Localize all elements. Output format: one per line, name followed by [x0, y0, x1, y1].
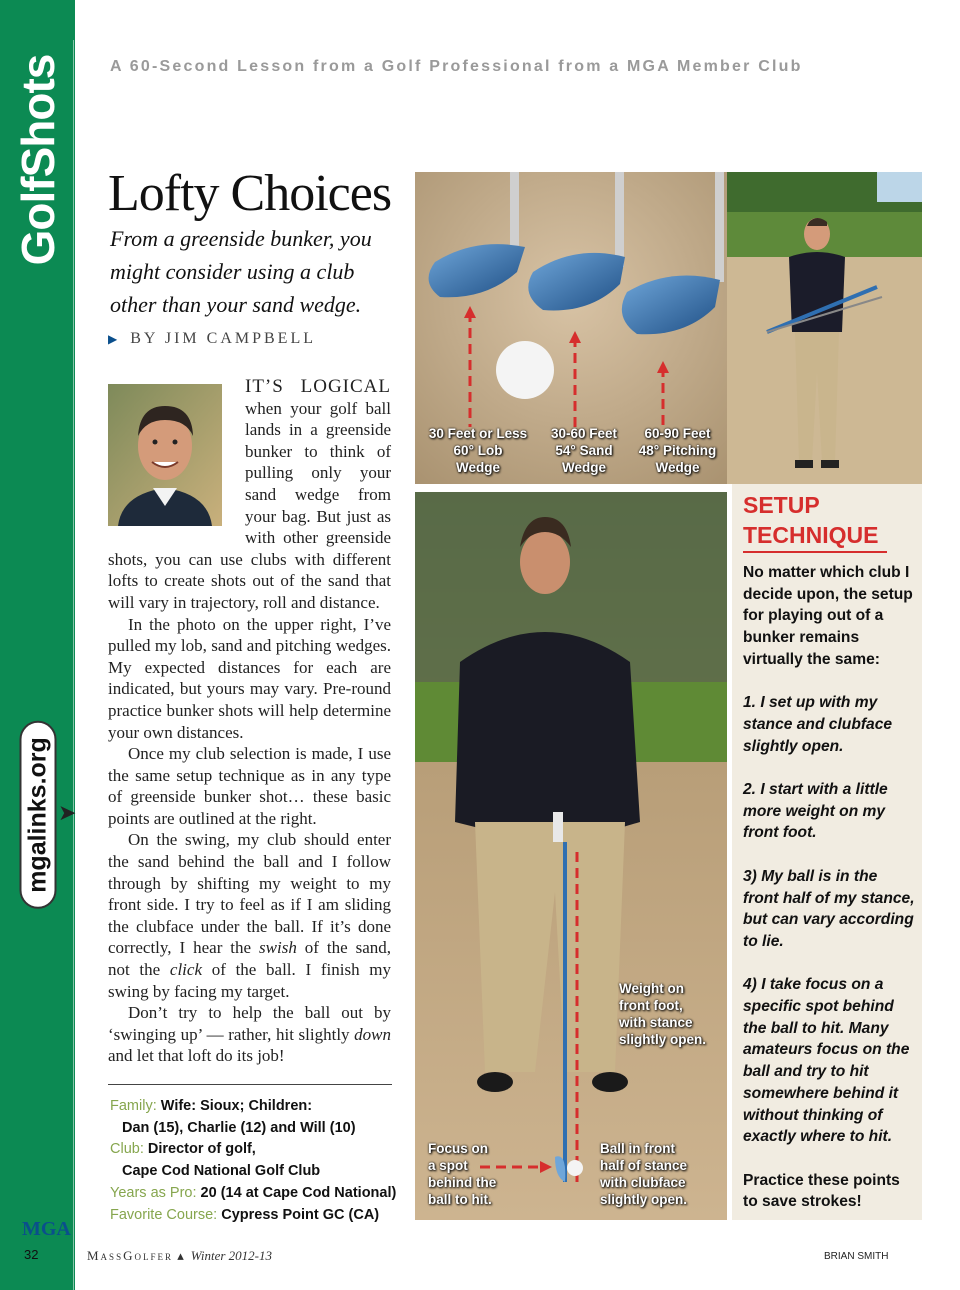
bio-label: Club: — [110, 1141, 144, 1158]
triangle-bullet-icon: ▶ — [108, 332, 121, 346]
panel-body — [743, 562, 917, 1235]
arrow-pointer-icon: ➤ — [58, 800, 77, 825]
caption-lob-wedge — [418, 425, 538, 476]
bio-value: 20 (14 at Cape Cod National) — [200, 1184, 397, 1201]
caption-line: slightly open. — [600, 1192, 688, 1207]
bio-value: Director of golf, — [147, 1141, 256, 1158]
technique-step-4: 4) I take focus on a specific spot behind the ball to hit. Many amateurs focus on the ball and try to hit somewhere behind it without thinking of exactly where to hit. — [743, 976, 910, 1146]
word-swish: swish — [259, 938, 297, 958]
bio-value: Cypress Point GC (CA) — [221, 1206, 380, 1223]
byline — [108, 330, 316, 348]
magazine-footer — [87, 1248, 272, 1264]
caption-weight — [619, 980, 729, 1048]
bio-label: Years as Pro: — [110, 1184, 197, 1201]
article-body — [108, 376, 391, 1067]
paragraph-5-text-b: and let that loft do its job! — [108, 1046, 285, 1066]
caption-line: Wedge — [655, 460, 700, 475]
caption-line: slightly open. — [619, 1032, 707, 1047]
paragraph-4 — [108, 829, 391, 1002]
section-kicker: A 60-Second Lesson from a Golf Professional from a MGA Member Club — [110, 58, 803, 75]
caption-line: with clubface — [600, 1175, 686, 1190]
caption-focus — [428, 1140, 523, 1208]
author-bio — [110, 1096, 396, 1226]
panel-title-underline — [743, 551, 887, 553]
bio-family-cont: Dan (15), Charlie (12) and Will (10) — [122, 1119, 356, 1136]
caption-line: 54° Sand — [555, 443, 613, 458]
caption-line: Weight on — [619, 981, 684, 996]
bio-family — [110, 1096, 396, 1118]
lead-in: IT’S LOGICAL — [245, 376, 391, 397]
separator-triangle-icon: ▴ — [177, 1248, 185, 1263]
caption-pitching-wedge — [630, 425, 725, 476]
sidebar-divider — [73, 40, 74, 1290]
caption-line: Wedge — [455, 460, 500, 475]
caption-line: behind the — [428, 1175, 497, 1190]
portrait-wrap-spacer — [108, 376, 245, 530]
paragraph-4-text-a: On the swing, my club should enter the sand behind the ball and I follow through by shifting my weight to my front side. I try to feel as if I am sliding the clubface under the ball. If it’s done correctly, I hear the — [108, 830, 391, 958]
bio-divider — [108, 1084, 392, 1085]
paragraph-1-text: when your golf ball lands in a greenside bunker to think of pulling only your sand wedge from your bag. But just as with other greenside shots, you can use clubs with different lofts to create shots out of the sand that will vary in trajectory, roll and distance. — [108, 398, 391, 612]
caption-line: half of stance — [600, 1158, 688, 1173]
bio-course — [110, 1205, 396, 1227]
bio-club — [110, 1139, 396, 1161]
caption-ball-position — [600, 1140, 720, 1208]
paragraph-5 — [108, 1002, 391, 1067]
paragraph-5-text-a: Don’t try to help the ball out by ‘swinging up’ — rather, hit slightly — [108, 1003, 391, 1044]
paragraph-3: Once my club selection is made, I use the same setup technique as in any type of greenside bunker shot… these basic points are outlined at the right. — [108, 744, 391, 828]
caption-sand-wedge — [538, 425, 630, 476]
caption-line: 30-60 Feet — [550, 426, 618, 441]
caption-line: Wedge — [561, 460, 606, 475]
caption-line: Focus on — [428, 1141, 488, 1156]
caption-line: 48° Pitching — [638, 443, 717, 458]
panel-closing: Practice these points to save strokes! — [743, 1171, 900, 1211]
panel-intro: No matter which club I decide upon, the setup for playing out of a bunker remains virtually the same: — [743, 564, 913, 668]
golfer-holding-clubs-photo — [727, 172, 922, 484]
mga-logo: MGA — [22, 1218, 71, 1240]
word-click: click — [169, 960, 202, 980]
page-number: 32 — [24, 1247, 39, 1262]
article-title: Lofty Choices — [108, 165, 392, 222]
byline-text: BY JIM CAMPBELL — [130, 330, 316, 347]
website-link[interactable]: mgalinks.org — [20, 721, 57, 909]
magazine-name: MassGolfer — [87, 1248, 173, 1263]
article-deck: From a greenside bunker, you might consider using a club other than your sand wedge. — [110, 226, 372, 317]
issue-date: Winter 2012-13 — [190, 1248, 272, 1263]
caption-line: Ball in front — [600, 1141, 675, 1156]
section-brand: GolfShots — [12, 54, 64, 266]
technique-step-3: 3) My ball is in the front half of my stance, but can vary according to lie. — [743, 867, 915, 950]
paragraph-4-text-b: of the sand, not the — [108, 938, 392, 980]
caption-line: 60° Lob — [453, 443, 503, 458]
caption-line: a spot — [428, 1158, 468, 1173]
bio-label: Family: — [110, 1098, 157, 1114]
panel-title: SETUP TECHNIQUE — [743, 492, 879, 548]
bio-years — [110, 1183, 396, 1205]
bio-label: Favorite Course: — [110, 1206, 218, 1223]
setup-stance-photo — [415, 492, 727, 1220]
bio-value: Wife: Sioux; Children: — [160, 1098, 313, 1114]
technique-step-1: 1. I set up with my stance and clubface slightly open. — [743, 694, 893, 755]
bio-club-cont: Cape Cod National Golf Club — [122, 1163, 321, 1180]
technique-step-2: 2. I start with a little more weight on my front foot. — [743, 781, 888, 842]
caption-line: 60-90 Feet — [644, 426, 711, 441]
paragraph-4-text-c: of the ball. I finish my swing by facing my target. — [108, 960, 391, 1001]
word-down: down — [354, 1024, 391, 1044]
photo-credit: BRIAN SMITH — [824, 1251, 889, 1262]
paragraph-2: In the photo on the upper right, I’ve pulled my lob, sand and pitching wedges. My expected distances for each are indicated, but yours may vary. Pre-round practice bunker shots will help determine your own distances. — [108, 614, 391, 742]
caption-line: ball to hit. — [428, 1192, 492, 1207]
caption-line: with stance — [619, 1015, 693, 1030]
caption-line: 30 Feet or Less — [428, 426, 528, 441]
caption-line: front foot, — [619, 998, 683, 1013]
